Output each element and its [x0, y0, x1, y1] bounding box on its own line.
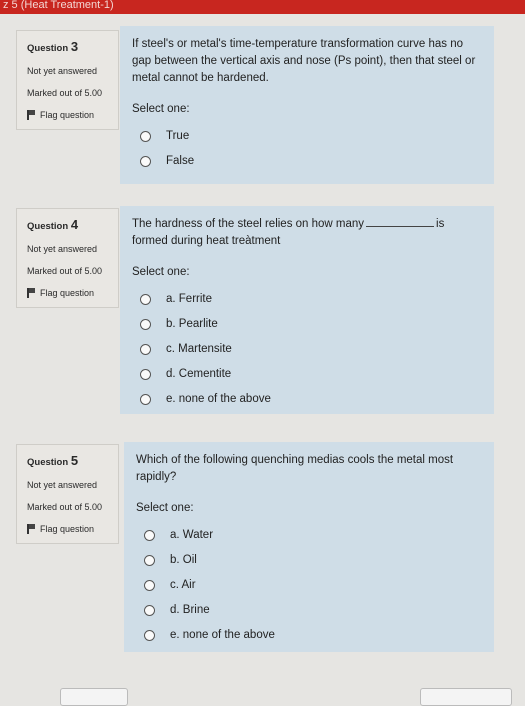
question-4-info [16, 208, 119, 308]
radio-button[interactable] [144, 605, 155, 616]
question-status: Not yet answered [27, 244, 98, 254]
answer-option-label: b. Oil [170, 554, 197, 566]
question-marks: Marked out of 5.00 [27, 88, 103, 98]
answer-option-a[interactable] [132, 287, 482, 312]
question-marks: Marked out of 5.00 [27, 266, 103, 276]
answer-option-label: False [166, 155, 195, 167]
flag-question-button[interactable] [27, 110, 108, 120]
answer-option-b[interactable] [136, 548, 482, 573]
flag-question-label: Flag question [40, 110, 95, 120]
radio-button[interactable] [140, 294, 151, 305]
previous-page-button[interactable] [60, 688, 128, 706]
question-text: The hardness of the steel relies on how many is formed during heat treàtment [132, 218, 445, 247]
flag-question-label: Flag question [40, 288, 95, 298]
answer-option-label: c. Air [170, 579, 196, 591]
next-page-button[interactable] [420, 688, 512, 706]
radio-button[interactable] [140, 394, 151, 405]
radio-button[interactable] [140, 319, 151, 330]
answer-option-label: a. Water [170, 529, 214, 541]
question-text: Which of the following quenching medias cools the metal most rapidly? [136, 454, 454, 483]
flag-icon [27, 288, 36, 298]
question-number: Question 5 [27, 453, 79, 468]
radio-button[interactable] [144, 580, 155, 591]
question-4-content [120, 206, 494, 414]
flag-question-button[interactable] [27, 288, 108, 298]
question-marks: Marked out of 5.00 [27, 502, 103, 512]
question-number: Question 3 [27, 39, 79, 54]
answer-option-b[interactable] [132, 312, 482, 337]
select-one-label: Select one: [132, 103, 190, 115]
question-status: Not yet answered [27, 66, 98, 76]
answer-option-false[interactable] [132, 149, 482, 174]
answer-option-c[interactable] [136, 573, 482, 598]
answer-option-label: a. Ferrite [166, 293, 213, 305]
answer-option-a[interactable] [136, 523, 482, 548]
question-number: Question 4 [27, 217, 79, 232]
answer-option-label: e. none of the above [170, 629, 275, 641]
question-3-content [120, 26, 494, 184]
radio-button[interactable] [140, 156, 151, 167]
radio-button[interactable] [140, 344, 151, 355]
select-one-label: Select one: [136, 502, 194, 514]
question-status: Not yet answered [27, 480, 98, 490]
answer-option-label: d. Cementite [166, 368, 232, 380]
quiz-title-bar [0, 0, 525, 14]
question-5-content [124, 442, 494, 652]
fill-in-blank [366, 216, 434, 227]
answer-option-e[interactable] [132, 387, 482, 412]
question-text: If steel's or metal's time-temperature transformation curve has no gap between the vertical axis and nose (Ps point), then that steel or metal cannot be hardened. [132, 38, 476, 84]
answer-option-d[interactable] [132, 362, 482, 387]
answer-option-label: e. none of the above [166, 393, 271, 405]
radio-button[interactable] [140, 369, 151, 380]
radio-button[interactable] [144, 530, 155, 541]
answer-option-true[interactable] [132, 124, 482, 149]
flag-icon [27, 524, 36, 534]
quiz-title: z 5 (Heat Treatment-1) [3, 0, 114, 11]
answer-option-e[interactable] [136, 623, 482, 648]
answer-option-label: True [166, 130, 190, 142]
answer-option-label: c. Martensite [166, 343, 232, 355]
radio-button[interactable] [144, 630, 155, 641]
answer-option-d[interactable] [136, 598, 482, 623]
answer-option-label: b. Pearlite [166, 318, 218, 330]
radio-button[interactable] [140, 131, 151, 142]
question-3-info [16, 30, 119, 130]
flag-question-label: Flag question [40, 524, 95, 534]
radio-button[interactable] [144, 555, 155, 566]
flag-question-button[interactable] [27, 524, 108, 534]
select-one-label: Select one: [132, 266, 190, 278]
answer-option-label: d. Brine [170, 604, 210, 616]
question-5-info [16, 444, 119, 544]
answer-option-c[interactable] [132, 337, 482, 362]
flag-icon [27, 110, 36, 120]
